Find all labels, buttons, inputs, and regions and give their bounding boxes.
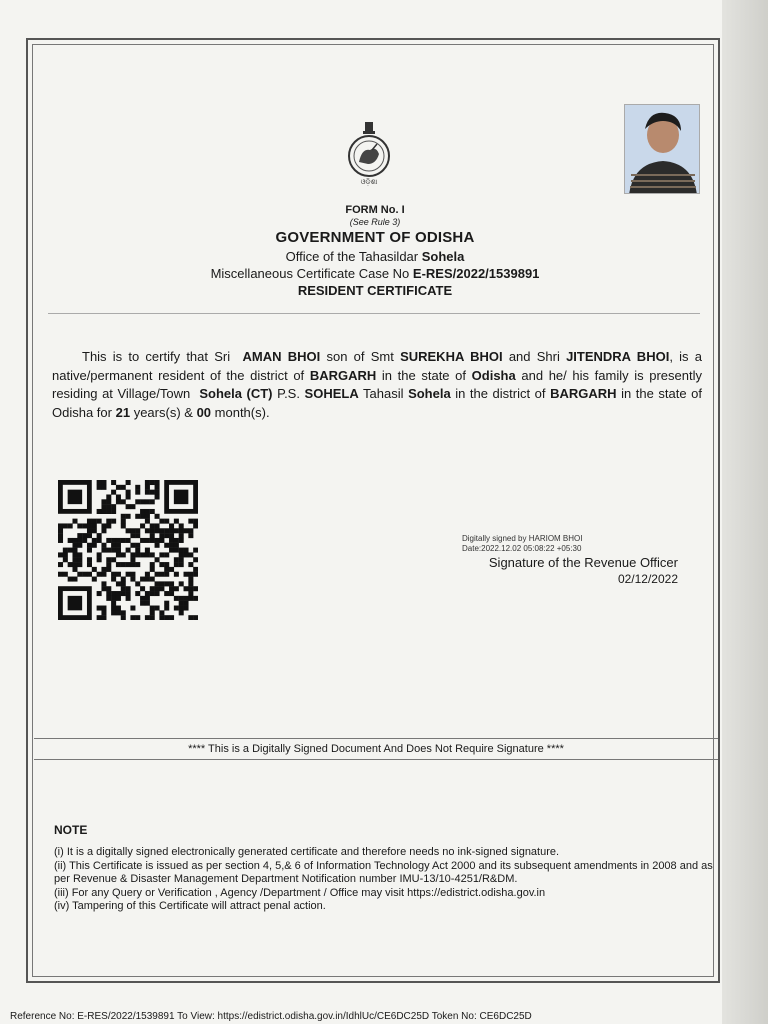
mother-name: SUREKHA BHOI	[400, 349, 503, 364]
signature-date: 02/12/2022	[617, 572, 678, 586]
note-title: NOTE	[54, 823, 88, 837]
months: 00	[196, 404, 212, 420]
applicant-photo	[624, 104, 700, 194]
digital-sign-line-2: Date:2022.12.02 05:08:22 +05:30	[462, 544, 582, 553]
paper-edge	[722, 0, 768, 1024]
body-t10: in the state of Odisha for	[52, 386, 702, 420]
emblem-text: ଓଡ଼ିଶା	[360, 178, 378, 186]
office-prefix: Office of the Tahasildar	[285, 249, 419, 264]
qr-code	[58, 480, 198, 620]
father-name: JITENDRA BHOI	[566, 349, 670, 364]
district-2: BARGARH	[550, 386, 617, 401]
certificate-body	[52, 348, 702, 422]
tahasil: Sohela	[408, 386, 451, 401]
odisha-emblem-icon	[346, 120, 392, 186]
body-t5: in the state of	[381, 367, 467, 383]
form-number: FORM No. I	[345, 204, 405, 216]
digitally-signed-banner: **** This is a Digitally Signed Document And Does Not Require Signature ****	[34, 738, 718, 760]
body-t11: years(s) &	[133, 404, 193, 420]
body-t3: and Shri	[508, 349, 560, 364]
body-t12: month(s).	[214, 404, 270, 420]
case-number: E-RES/2022/1539891	[412, 266, 540, 281]
digital-signature-stamp	[462, 534, 582, 554]
see-rule: (See Rule 3)	[349, 217, 401, 227]
certificate-header	[100, 204, 650, 300]
case-line	[100, 265, 650, 282]
body-t2: son of Smt	[326, 349, 394, 364]
reference-footer: Reference No: E-RES/2022/1539891 To View: https://edistrict.odisha.gov.in/IdhlUc/CE6DC25D Token No: CE6DC25D	[10, 1011, 532, 1022]
body-t6: and he/ his family is presently residing at Village/Town	[52, 367, 702, 401]
note-line: (ii) This Certificate is issued as per section 4, 5,& 6 of Information Technology Act 2000 and its subsequent amendments in 2008 and as per Revenue & Disaster Management Department Notification number IMU-13/10-4251/R&DM.	[54, 859, 713, 885]
body-t4: , is a native/permanent resident of the district of	[52, 349, 702, 383]
years: 21	[115, 404, 131, 420]
office-line	[100, 248, 650, 265]
state: Odisha	[471, 367, 516, 383]
digital-sign-line-1: Digitally signed by HARIOM BHOI	[462, 534, 583, 543]
body-t7: P.S.	[277, 386, 300, 401]
note-line: (iii) For any Query or Verification , Agency /Department / Office may visit https://edistrict.odisha.gov.in	[54, 886, 546, 899]
note-section	[54, 822, 718, 914]
case-prefix: Miscellaneous Certificate Case No	[210, 266, 410, 281]
government-title: GOVERNMENT OF ODISHA	[275, 229, 475, 246]
police-station: SOHELA	[304, 386, 359, 401]
office-name: Sohela	[421, 249, 465, 264]
applicant-name: AMAN BHOI	[242, 349, 321, 364]
signature-label: Signature of the Revenue Officer	[488, 555, 678, 570]
note-line: (i) It is a digitally signed electronically generated certificate and therefore needs no ink-signed signature.	[54, 846, 560, 858]
body-t9: in the district of	[455, 386, 546, 401]
certificate-title: RESIDENT CERTIFICATE	[297, 283, 453, 298]
district: BARGARH	[309, 367, 377, 383]
village: Sohela (CT)	[199, 386, 273, 401]
divider	[48, 313, 700, 314]
body-t8: Tahasil	[363, 386, 404, 401]
body-t1: This is to certify that Sri	[82, 349, 231, 364]
note-line: (iv) Tampering of this Certificate will attract penal action.	[54, 900, 326, 912]
signature-block	[462, 555, 678, 587]
